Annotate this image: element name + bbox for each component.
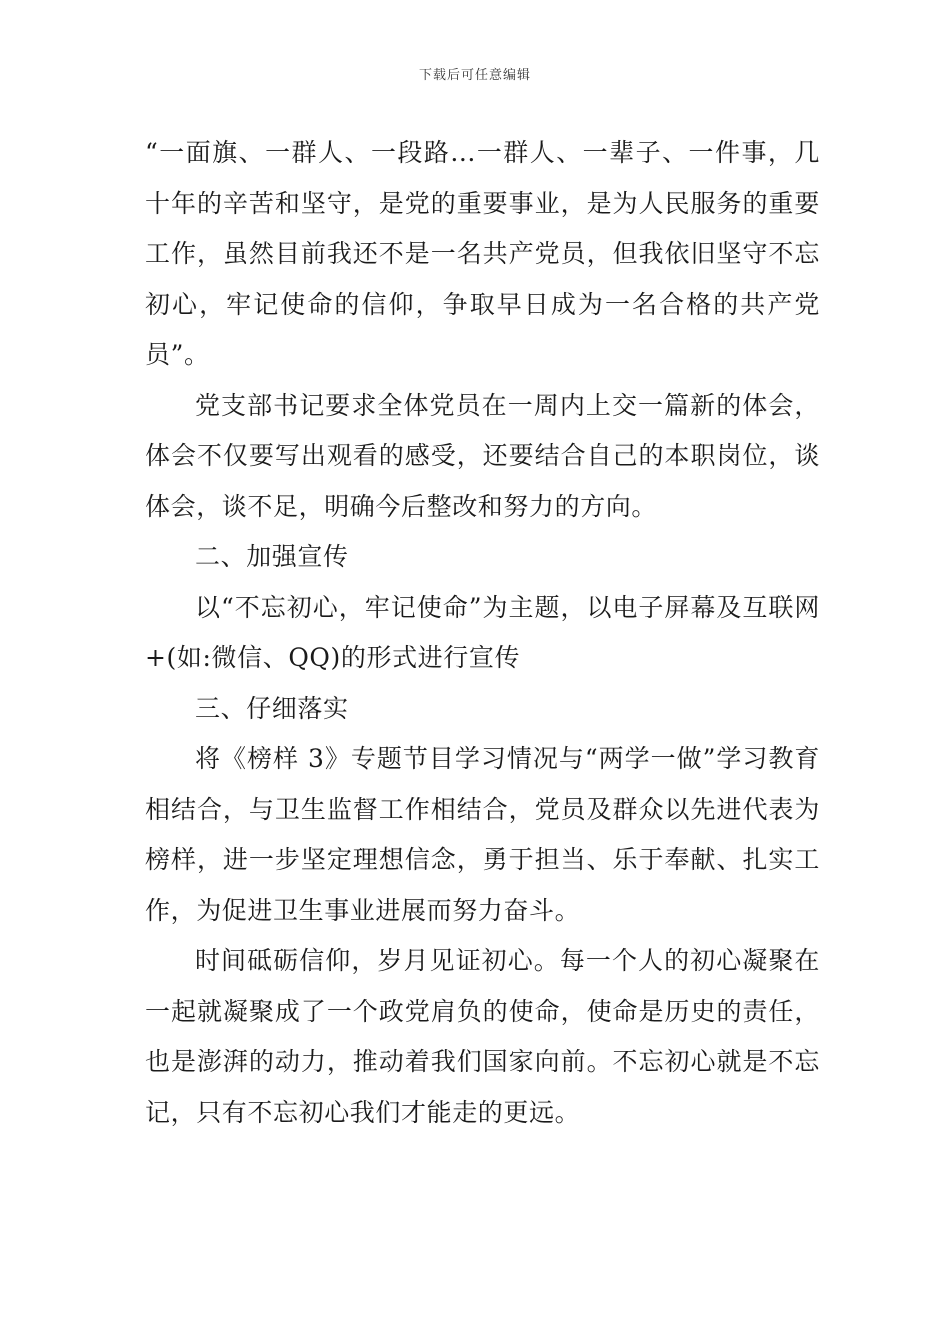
paragraph-implementation: 将《榜样 3》专题节目学习情况与“两学一做”学习教育相结合，与卫生监督工作相结合，党员及群众以先进代表为榜样，进一步坚定理想信念，勇于担当、乐于奉献、扎实工作，为促进卫生事业进展而努力奋斗。 <box>145 744 820 925</box>
paragraph-conclusion: 时间砥砺信仰，岁月见证初心。每一个人的初心凝聚在一起就凝聚成了一个政党肩负的使命，使命是历史的责任，也是澎湃的动力，推动着我们国家向前。不忘初心就是不忘记，只有不忘初心我们才能走的更远。 <box>145 946 820 1127</box>
header-note: 下载后可任意编辑 <box>418 68 531 83</box>
paragraph-quote: “一面旗、一群人、一段路...一群人、一辈子、一件事，几十年的辛苦和坚守，是党的重要事业，是为人民服务的重要工作，虽然目前我还不是一名共产党员，但我依旧坚守不忘初心，牢记使命的信仰，争取早日成为一名合格的共产党员”。 <box>145 138 820 369</box>
section-heading-implementation: 三、仔细落实 <box>195 693 349 723</box>
paragraph-secretary-requirement: 党支部书记要求全体党员在一周内上交一篇新的体会，体会不仅要写出观看的感受，还要结合自己的本职岗位，谈体会，谈不足，明确今后整改和努力的方向。 <box>145 390 820 521</box>
paragraph-publicity: 以“不忘初心，牢记使命”为主题，以电子屏幕及互联网+(如:微信、QQ)的形式进行宣传 <box>145 592 820 672</box>
section-heading-publicity: 二、加强宣传 <box>195 542 349 571</box>
document-body <box>145 128 820 1138</box>
